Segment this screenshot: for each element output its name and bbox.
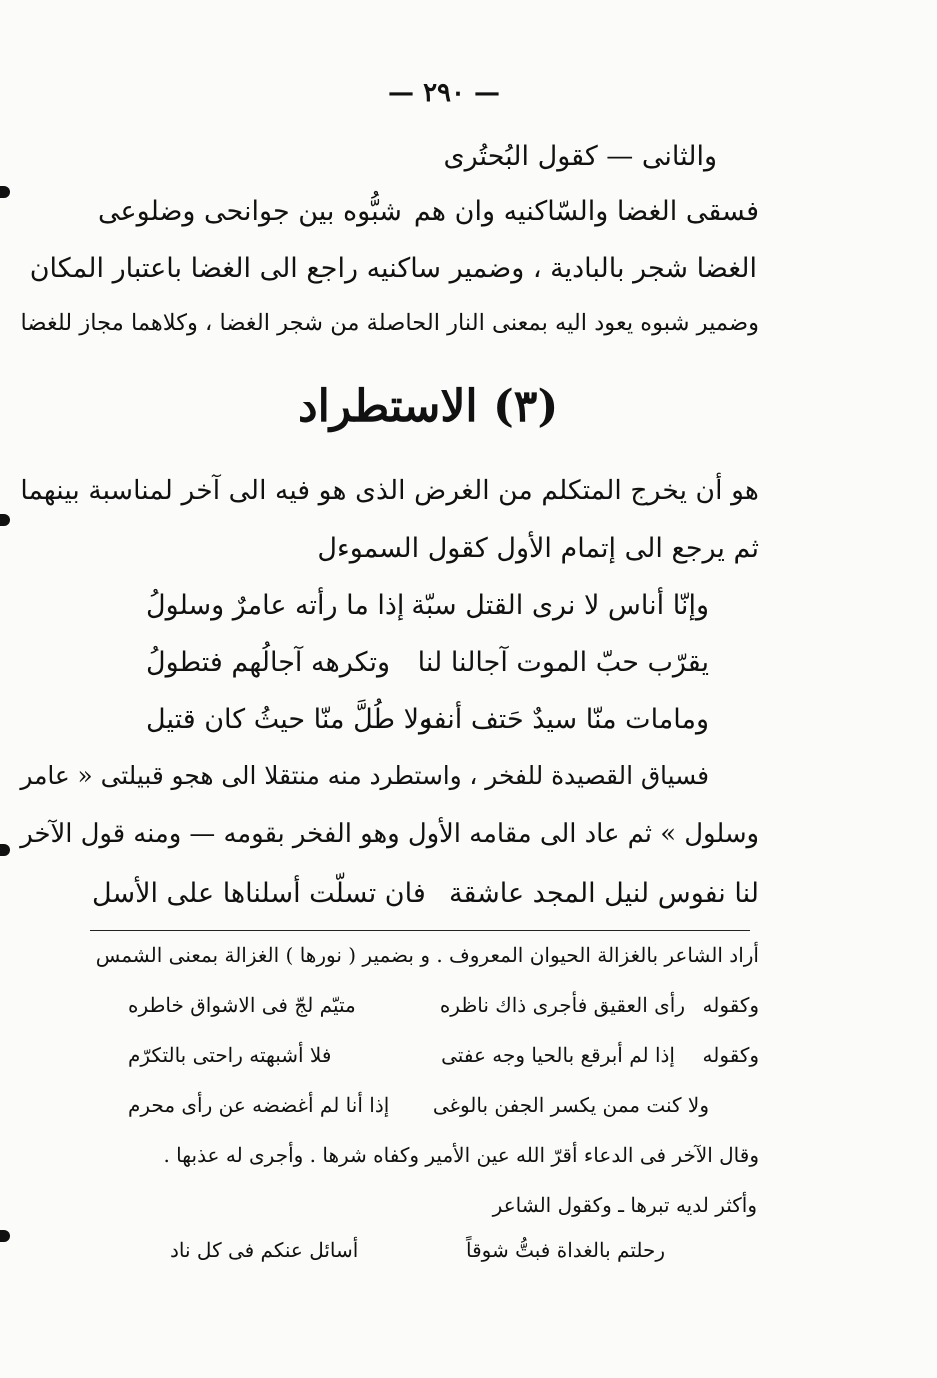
footnote-verse-second: إذا أنا لم أغضضه عن رأى محرم (128, 1093, 390, 1117)
binding-mark (0, 844, 10, 856)
footnote-verse-second: فلا أشبهته راحتى بالتكرّم (128, 1043, 332, 1067)
footnote-divider (90, 930, 750, 931)
intro-line: والثانى — كقول البُحتُرى (443, 141, 717, 172)
section-heading: (٣) الاستطراد (298, 381, 559, 432)
poem-first-hemistich: يقرّب حبّ الموت آجالنا لنا (417, 647, 709, 678)
footnote-verse-lead: وكقوله (702, 993, 759, 1017)
footnote-verse-first: رحلتم بالغداة فبتُّ شوقاً (466, 1238, 665, 1262)
explanation-line: وسلول » ثم عاد الى مقامه الأول وهو الفخر بقومه — ومنه قول الآخر (20, 819, 759, 849)
poem-first-hemistich: وإنّا أناس لا نرى القتل سبّة (411, 590, 709, 621)
binding-mark (0, 1230, 10, 1242)
poem-second-hemistich: إذا ما رأته عامرٌ وسلولُ (146, 590, 405, 621)
footnote-line: أراد الشاعر بالغزالة الحيوان المعروف . و بضمير ( نورها ) الغزالة بمعنى الشمس (95, 943, 759, 967)
poem-second-hemistich: ولا طُلَّ منّا حيثُ كان قتيل (146, 704, 433, 735)
footnote-verse-first: ولا كنت ممن يكسر الجفن بالوغى (432, 1093, 709, 1117)
verse-first-hemistich: لنا نفوس لنيل المجد عاشقة (448, 878, 759, 909)
explanation-line: فسياق القصيدة للفخر ، واستطرد منه منتقلا الى هجو قبيلتى « عامر (20, 761, 709, 790)
verse-first-hemistich: فسقى الغضا والسّاكنيه وان هم (413, 196, 759, 227)
binding-mark (0, 514, 10, 526)
binding-mark (0, 186, 10, 198)
page-number: — ٢٩٠ — (388, 78, 501, 108)
poem-first-hemistich: ومامات منّا سيدٌ حَتف أنفه (419, 704, 709, 735)
verse-second-hemistich: فان تسلّت أسلناها على الأسل (92, 878, 426, 909)
footnote-verse-lead: وكقوله (702, 1043, 759, 1067)
body-line: الغضا شجر بالبادية ، وضمير ساكنيه راجع الى الغضا باعتبار المكان (29, 253, 757, 284)
definition-line: هو أن يخرج المتكلم من الغرض الذى هو فيه الى آخر لمناسبة بينهما (20, 475, 759, 506)
footnote-line: وأكثر لديه تبرها ـ وكقول الشاعر (492, 1193, 757, 1217)
footnote-verse-first: إذا لم أبرقع بالحيا وجه عفتى (441, 1043, 675, 1067)
body-line: وضمير شبوه يعود اليه بمعنى النار الحاصلة من شجر الغضا ، وكلاهما مجاز للغضا (20, 310, 759, 336)
verse-second-hemistich: شبُّوه بين جوانحى وضلوعى (98, 196, 402, 227)
footnote-verse-first: رأى العقيق فأجرى ذاك ناظره (439, 993, 685, 1017)
footnote-verse-second: متيّم لجّ فى الاشواق خاطره (128, 993, 356, 1017)
footnote-verse-second: أسائل عنكم فى كل ناد (170, 1238, 359, 1262)
poem-second-hemistich: وتكرهه آجالُهم فتطولُ (146, 647, 391, 678)
definition-line: ثم يرجع الى إتمام الأول كقول السموءل (317, 533, 759, 564)
footnote-line: وقال الآخر فى الدعاء أقرّ الله عين الأمير وكفاه شرها . وأجرى له عذبها . (163, 1143, 759, 1167)
